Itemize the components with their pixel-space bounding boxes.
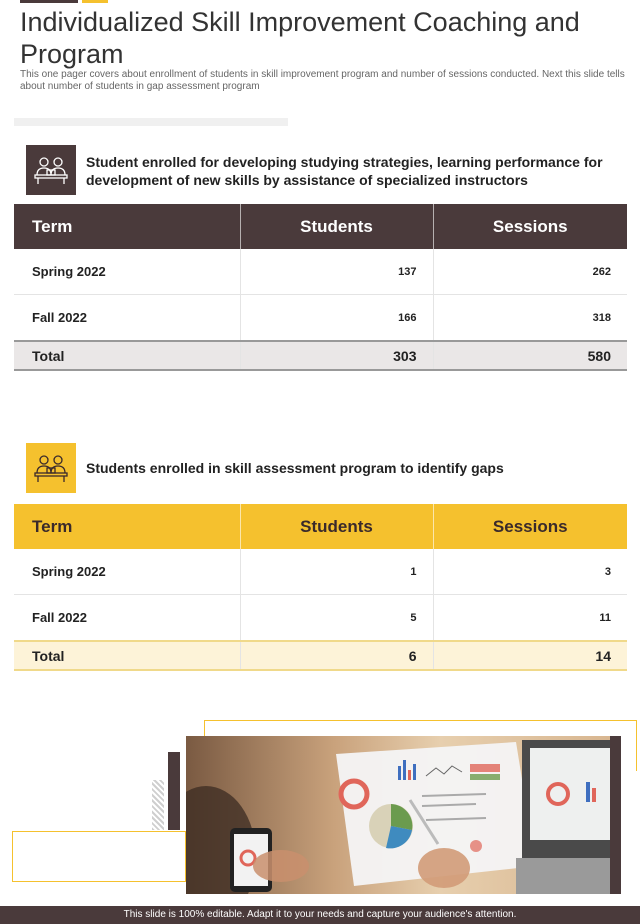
section2-table bbox=[14, 504, 627, 671]
table-row bbox=[14, 249, 627, 295]
total-students: 6 bbox=[240, 641, 433, 670]
table-header-row bbox=[14, 204, 627, 249]
table-header-row bbox=[14, 504, 627, 549]
section-divider bbox=[14, 118, 288, 126]
sessions-cell: 262 bbox=[433, 249, 627, 295]
decorative-frame bbox=[12, 831, 186, 882]
section2-heading: Students enrolled in skill assessment program to identify gaps bbox=[86, 460, 504, 476]
column-header-students: Students bbox=[240, 504, 433, 549]
decorative-bar bbox=[610, 736, 621, 894]
column-header-sessions: Sessions bbox=[433, 204, 627, 249]
sessions-cell: 11 bbox=[433, 595, 627, 642]
students-cell: 1 bbox=[240, 549, 433, 595]
people-at-desk-icon bbox=[26, 443, 76, 493]
table-row bbox=[14, 595, 627, 642]
term-cell: Spring 2022 bbox=[14, 549, 240, 595]
page-title: Individualized Skill Improvement Coaching and Program bbox=[20, 7, 580, 69]
sessions-cell: 3 bbox=[433, 549, 627, 595]
page-subtitle: This one pager covers about enrollment of students in skill improvement program and number of sessions conducted. Next this slide tells about number of students in gap assessment program bbox=[20, 69, 625, 92]
top-accent-bar-dark bbox=[20, 0, 78, 3]
total-label: Total bbox=[14, 341, 240, 370]
table-total-row bbox=[14, 341, 627, 370]
column-header-term: Term bbox=[14, 504, 240, 549]
table-row bbox=[14, 549, 627, 595]
decorative-bar bbox=[168, 752, 180, 830]
students-cell: 137 bbox=[240, 249, 433, 295]
section1-heading: Student enrolled for developing studying strategies, learning performance for development of new skills by assistance of specialized instructors bbox=[86, 154, 603, 188]
decorative-hatch bbox=[152, 780, 164, 830]
total-label: Total bbox=[14, 641, 240, 670]
people-at-desk-icon bbox=[26, 145, 76, 195]
students-cell: 166 bbox=[240, 295, 433, 342]
footer-banner: This slide is 100% editable. Adapt it to your needs and capture your audience's attention. bbox=[0, 906, 640, 924]
column-header-students: Students bbox=[240, 204, 433, 249]
students-cell: 5 bbox=[240, 595, 433, 642]
term-cell: Spring 2022 bbox=[14, 249, 240, 295]
total-sessions: 14 bbox=[433, 641, 627, 670]
table-total-row bbox=[14, 641, 627, 670]
sessions-cell: 318 bbox=[433, 295, 627, 342]
table-row bbox=[14, 295, 627, 342]
column-header-term: Term bbox=[14, 204, 240, 249]
total-sessions: 580 bbox=[433, 341, 627, 370]
analytics-photo bbox=[186, 736, 610, 894]
column-header-sessions: Sessions bbox=[433, 504, 627, 549]
term-cell: Fall 2022 bbox=[14, 595, 240, 642]
total-students: 303 bbox=[240, 341, 433, 370]
term-cell: Fall 2022 bbox=[14, 295, 240, 342]
top-accent-bar-yellow bbox=[82, 0, 108, 3]
section1-table bbox=[14, 204, 627, 371]
